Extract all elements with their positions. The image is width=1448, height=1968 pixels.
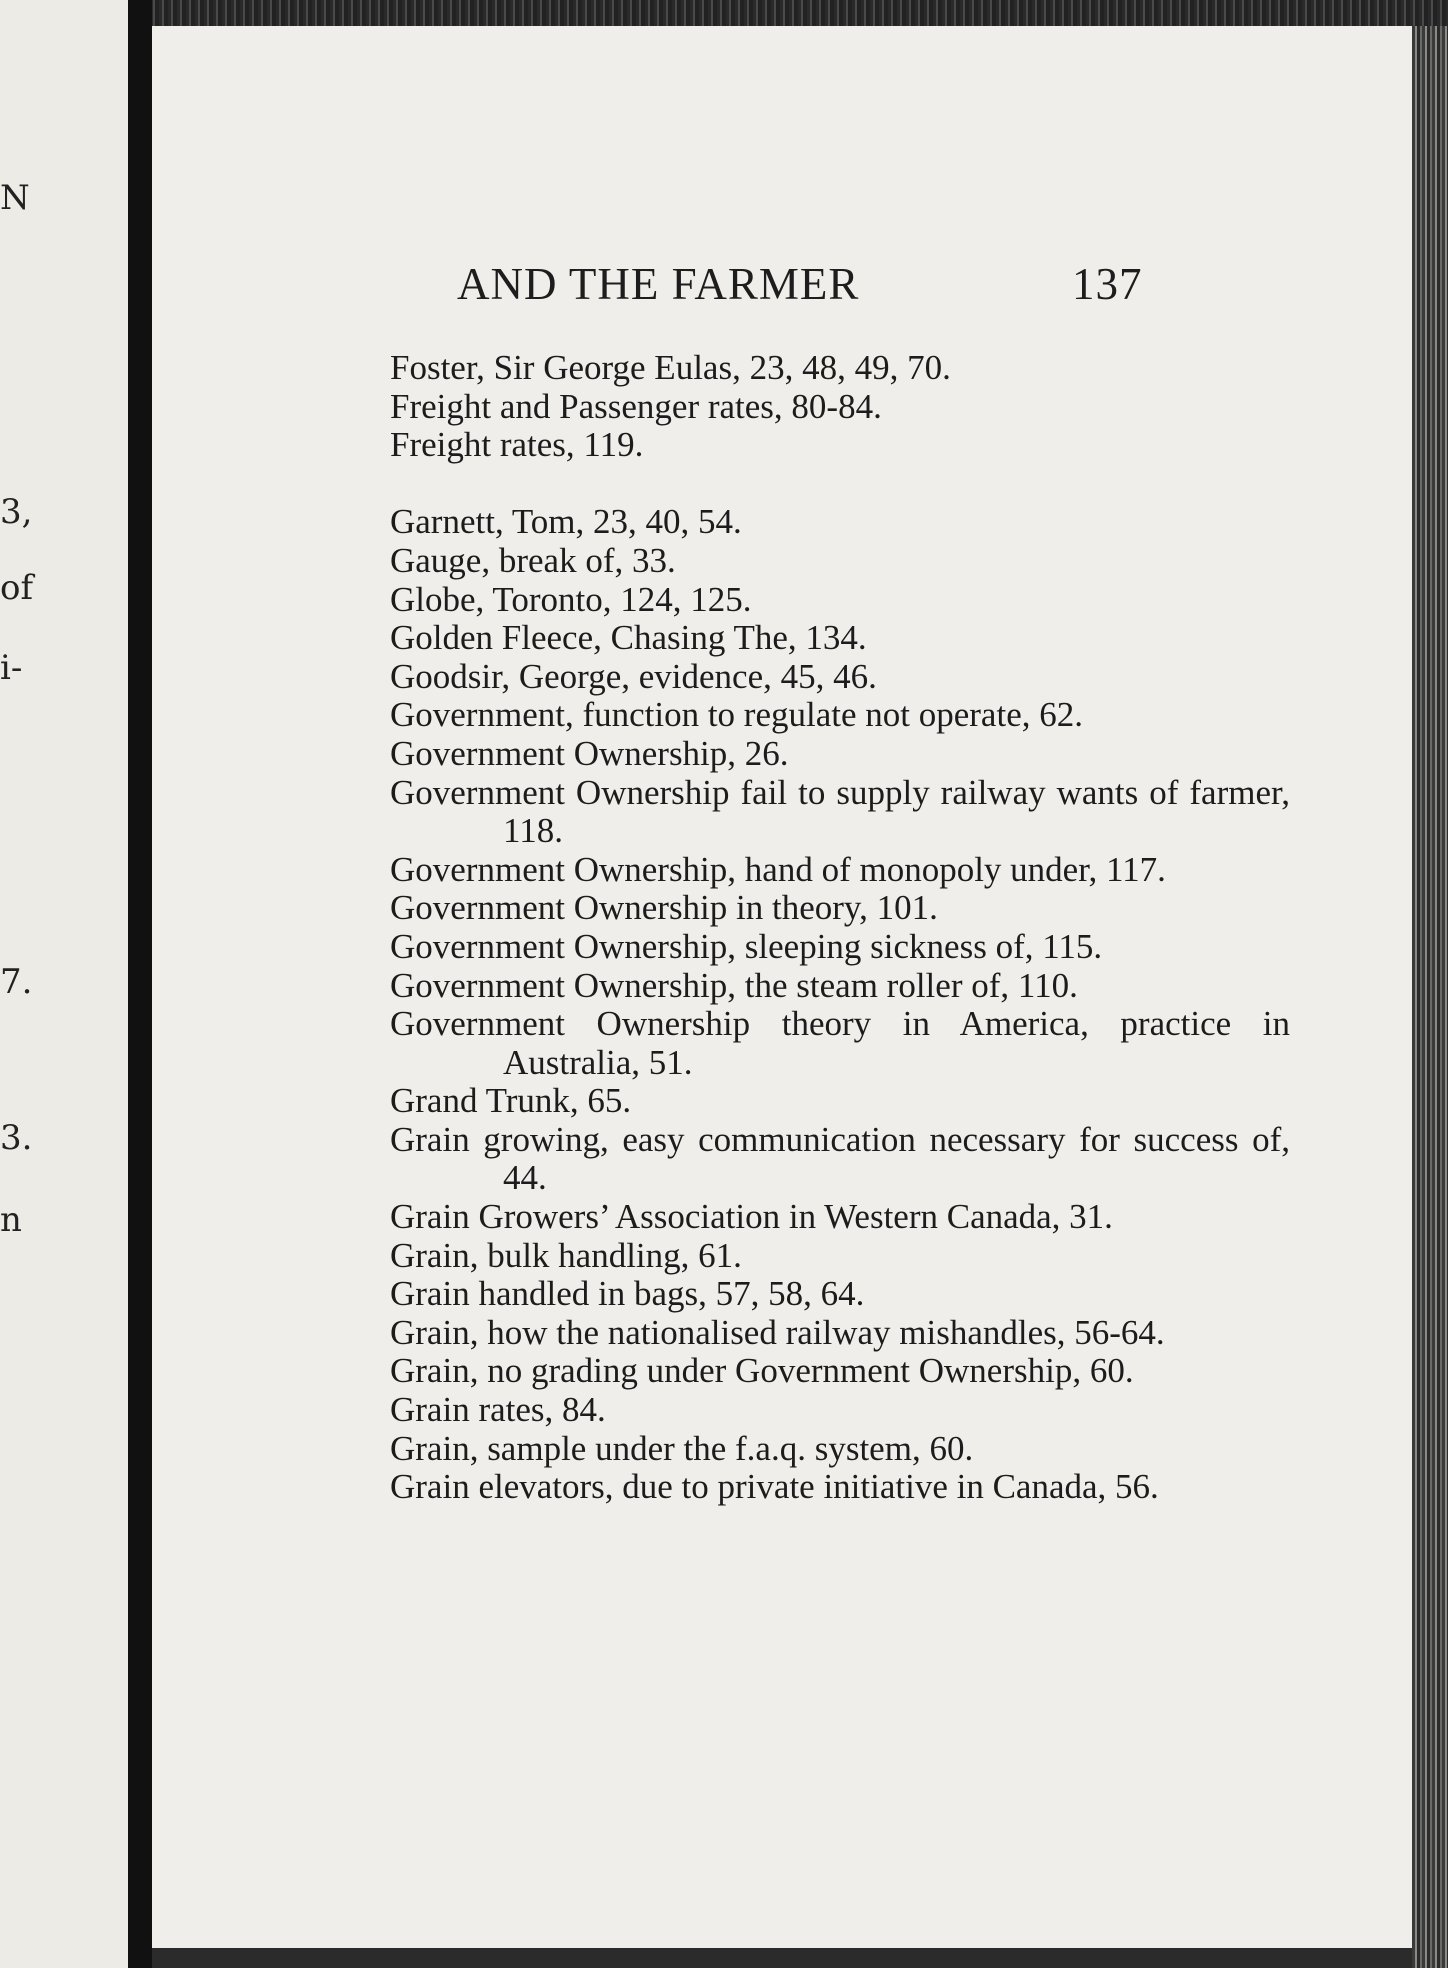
index-entry: Grain, bulk handling, 61. <box>390 1235 742 1275</box>
index-entry: Government Ownership fail to supply railway wants of farmer, 118. <box>390 772 1290 851</box>
left-page-fragment: 3, <box>0 492 33 532</box>
index-entry: Grain elevators, due to private initiative in Canada, 56. <box>390 1467 1159 1507</box>
left-page-fragment: N <box>0 178 30 218</box>
index-entry: Grain rates, 84. <box>390 1390 606 1430</box>
index-entry: Grain growing, easy communication necessary for success of, 44. <box>390 1119 1290 1198</box>
index-entry: Government Ownership, 26. <box>390 733 789 773</box>
index-entry: Garnett, Tom, 23, 40, 54. <box>390 502 742 542</box>
index-entry: Goodsir, George, evidence, 45, 46. <box>390 656 877 696</box>
book-bottom-edge <box>152 1948 1412 1968</box>
index-entry: Grain, how the nationalised railway mishandles, 56-64. <box>390 1312 1165 1352</box>
index-entry: Government Ownership, the steam roller of, 110. <box>390 965 1078 1005</box>
index-entry: Golden Fleece, Chasing The, 134. <box>390 618 867 658</box>
index-entry: Grain Growers’ Association in Western Canada, 31. <box>390 1197 1113 1237</box>
left-page-fragment: n <box>0 1200 22 1240</box>
index-entry: Freight rates, 119. <box>390 425 644 465</box>
index-entry: Government Ownership, sleeping sickness of, 115. <box>390 926 1103 966</box>
page-number: 137 <box>1072 259 1143 309</box>
index-list <box>390 349 1290 1507</box>
left-page-fragment: 3. <box>0 1118 33 1158</box>
book-fore-edge <box>1412 26 1448 1968</box>
index-entry: Foster, Sir George Eulas, 23, 48, 49, 70. <box>390 348 951 387</box>
section-gap <box>390 465 1290 504</box>
left-page-margin <box>0 0 128 1968</box>
index-entry: Gauge, break of, 33. <box>390 540 676 580</box>
index-entry: Government Ownership in theory, 101. <box>390 888 938 928</box>
index-entry: Freight and Passenger rates, 80-84. <box>390 386 882 426</box>
index-entry: Government Ownership, hand of monopoly under, 117. <box>390 849 1166 889</box>
index-entry: Government, function to regulate not operate, 62. <box>390 695 1083 735</box>
left-page-fragment: of <box>0 568 34 608</box>
index-entry: Grain, no grading under Government Ownership, 60. <box>390 1351 1134 1391</box>
index-entry: Grain handled in bags, 57, 58, 64. <box>390 1274 865 1314</box>
left-page-fragment: i- <box>0 648 23 688</box>
index-entry: Globe, Toronto, 124, 125. <box>390 579 752 619</box>
right-page <box>152 26 1412 1948</box>
running-title: AND THE FARMER <box>457 259 860 309</box>
index-entry: Grand Trunk, 65. <box>390 1081 632 1121</box>
index-entry: Government Ownership theory in America, practice in Australia, 51. <box>390 1004 1290 1082</box>
index-entry: Grain, sample under the f.a.q. system, 60. <box>390 1428 974 1468</box>
book-gutter <box>128 0 152 1968</box>
left-page-fragment: 7. <box>0 962 33 1002</box>
book-top-edge <box>150 0 1448 26</box>
